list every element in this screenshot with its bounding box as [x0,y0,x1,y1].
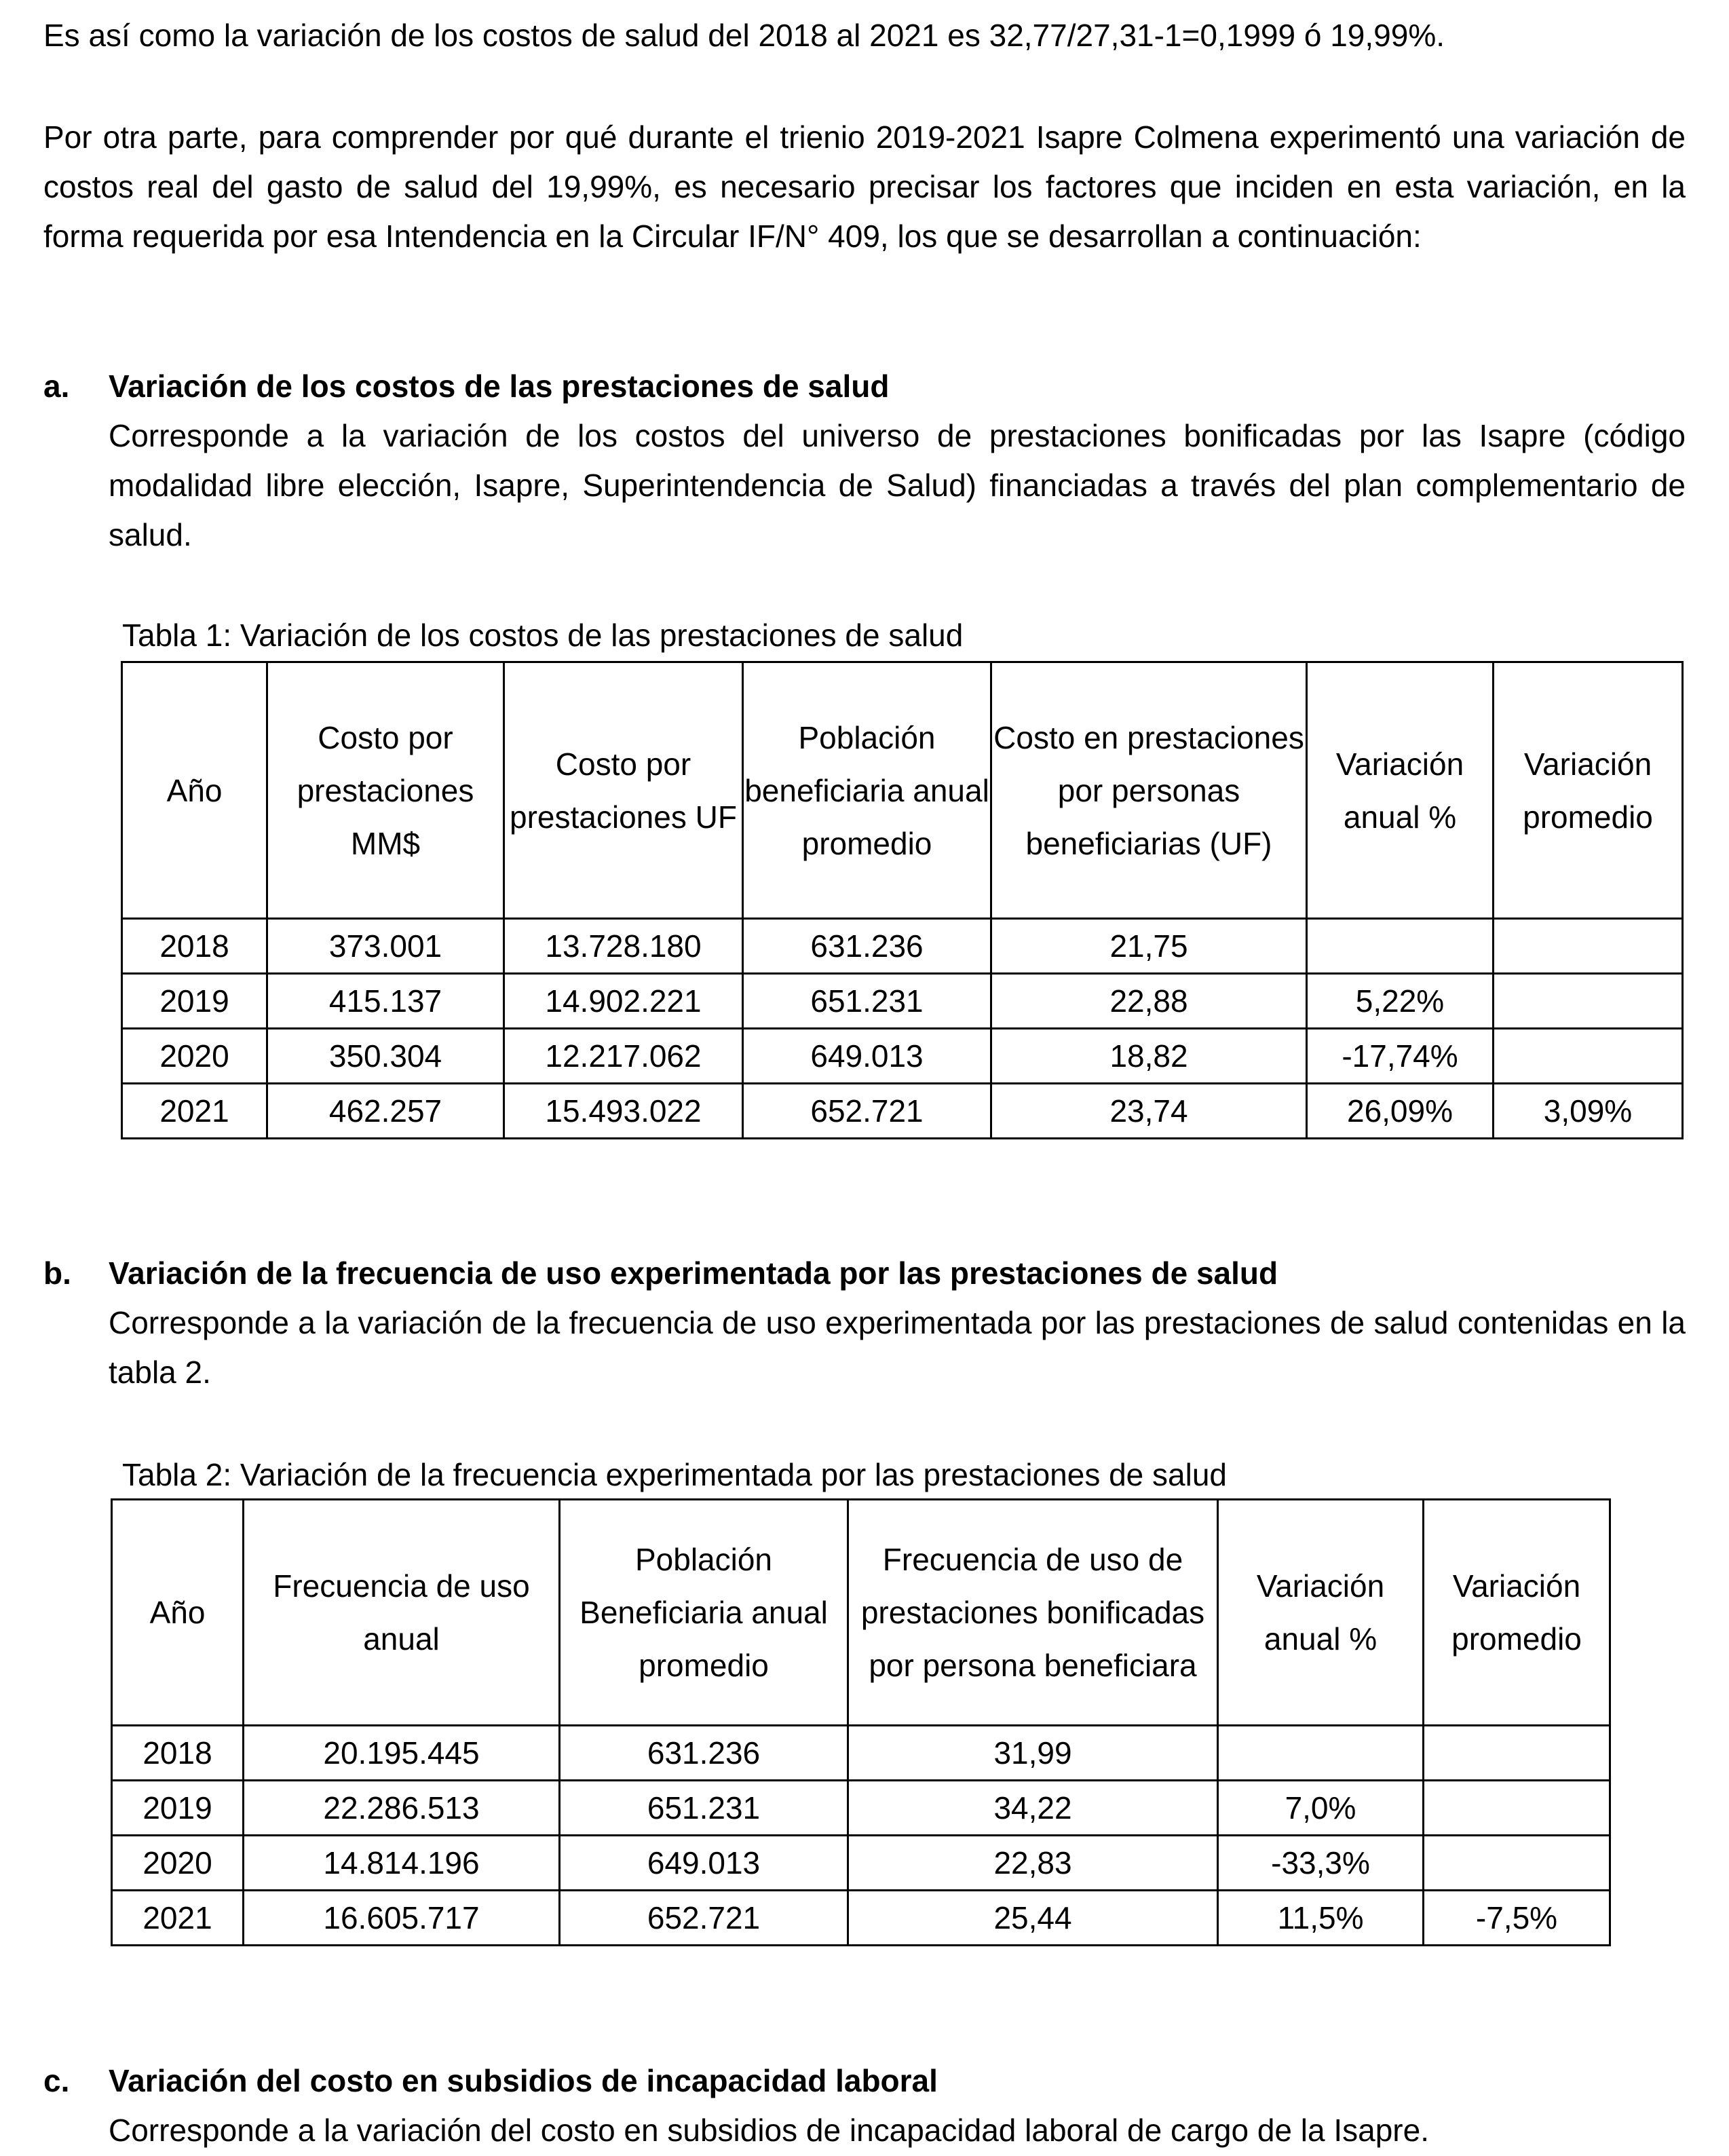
table-cell [1494,1029,1683,1084]
table1-header-cell: Año [122,662,267,919]
table-cell: 350.304 [267,1029,504,1084]
table-cell: 415.137 [267,974,504,1029]
table-cell: 651.231 [743,974,991,1029]
section-c-letter: c. [43,2063,70,2098]
section-b-letter: b. [43,1255,71,1291]
table-cell: 649.013 [743,1029,991,1084]
section-b-body: Corresponde a la variación de la frecuencia de uso experimentada por las prestaciones de salud contenidas en la tabla 2. [109,1305,1686,1390]
section-a-body: Corresponde a la variación de los costos del universo de prestaciones bonificadas por las Isapre (código modalidad libre elección, Isapre, Superintendencia de Salud) financiadas a través del plan complementario de salud. [109,418,1686,552]
table-cell: 631.236 [743,919,991,974]
intro-line: Es así como la variación de los costos de salud del 2018 al 2021 es 32,77/27,31-1=0,1999 ó 19,99%. [43,18,1445,53]
table-cell: 2020 [122,1029,267,1084]
table-cell: 2021 [122,1084,267,1139]
table2-header-cell: Año [112,1500,244,1726]
table-cell: 652.721 [560,1891,848,1946]
table-cell [1218,1726,1424,1781]
table1-header-cell: Costo en prestaciones por personas beneficiarias (UF) [991,662,1307,919]
table-cell: 26,09% [1307,1084,1494,1139]
table-row [122,974,1683,1029]
table-cell: 31,99 [848,1726,1218,1781]
table-row [122,919,1683,974]
table1-header-cell: Población beneficiaria anual promedio [743,662,991,919]
table-cell [1307,919,1494,974]
table-cell [1424,1781,1610,1836]
table-row [112,1891,1610,1946]
table-cell: 16.605.717 [244,1891,560,1946]
table-cell: 652.721 [743,1084,991,1139]
table2-header-cell: Frecuencia de uso anual [244,1500,560,1726]
table-cell: 2018 [122,919,267,974]
table-cell: 34,22 [848,1781,1218,1836]
table-cell: 11,5% [1218,1891,1424,1946]
section-a-letter: a. [43,368,70,404]
table-cell: 373.001 [267,919,504,974]
table-cell: 12.217.062 [504,1029,743,1084]
section-a-title: Variación de los costos de las prestaciones de salud [109,368,890,404]
table2-header-cell: Variación promedio [1424,1500,1610,1726]
table-cell: 20.195.445 [244,1726,560,1781]
table-cell: 462.257 [267,1084,504,1139]
section-c-heading [43,2056,1686,2106]
table2 [111,1498,1611,1946]
table-cell: 25,44 [848,1891,1218,1946]
table-cell: 23,74 [991,1084,1307,1139]
table-cell: 22,83 [848,1836,1218,1891]
table2-caption: Tabla 2: Variación de la frecuencia experimentada por las prestaciones de salud [122,1457,1228,1492]
table-row [112,1781,1610,1836]
table-cell: 13.728.180 [504,919,743,974]
table-cell: 649.013 [560,1836,848,1891]
table1-caption: Tabla 1: Variación de los costos de las prestaciones de salud [122,618,964,653]
table-cell: 14.814.196 [244,1836,560,1891]
section-b-title: Variación de la frecuencia de uso experimentada por las prestaciones de salud [109,1255,1278,1291]
table-cell: -7,5% [1424,1891,1610,1946]
table1-header-cell: Costo por prestaciones MM$ [267,662,504,919]
table-cell [1494,974,1683,1029]
table1 [121,661,1684,1139]
table-cell: 22,88 [991,974,1307,1029]
table1-header-cell: Costo por prestaciones UF [504,662,743,919]
table-cell: 651.231 [560,1781,848,1836]
table-row [122,1084,1683,1139]
table-cell: 3,09% [1494,1084,1683,1139]
table-cell: 631.236 [560,1726,848,1781]
table-cell: 15.493.022 [504,1084,743,1139]
section-c-body: Corresponde a la variación del costo en subsidios de incapacidad laboral de cargo de la Isapre. [109,2113,1429,2148]
table-cell [1424,1726,1610,1781]
section-c-title: Variación del costo en subsidios de incapacidad laboral [109,2063,938,2098]
table-cell: 2020 [112,1836,244,1891]
table-row [122,1029,1683,1084]
table-cell: 22.286.513 [244,1781,560,1836]
table-cell: -17,74% [1307,1029,1494,1084]
table-cell: 2018 [112,1726,244,1781]
table1-header-cell: Variación promedio [1494,662,1683,919]
table-cell [1494,919,1683,974]
table-cell: -33,3% [1218,1836,1424,1891]
table-cell: 21,75 [991,919,1307,974]
table-cell: 2019 [122,974,267,1029]
table2-header-cell: Variación anual % [1218,1500,1424,1726]
table2-header-cell: Frecuencia de uso de prestaciones bonificadas por persona beneficiara [848,1500,1218,1726]
intro-paragraph: Por otra parte, para comprender por qué durante el trienio 2019-2021 Isapre Colmena experimentó una variación de costos real del gasto de salud del 19,99%, es necesario precisar los factores que inciden en esta variación, en la forma requerida por esa Intendencia en la Circular IF/N° 409, los que se desarrollan a continuación: [43,119,1686,254]
table-cell: 2019 [112,1781,244,1836]
table-cell: 7,0% [1218,1781,1424,1836]
table1-header-row [122,662,1683,919]
table-cell: 14.902.221 [504,974,743,1029]
table2-header-cell: Población Beneficiaria anual promedio [560,1500,848,1726]
table-cell: 18,82 [991,1029,1307,1084]
section-a-heading [43,362,1686,411]
table-row [112,1836,1610,1891]
section-b-heading [43,1249,1686,1298]
table-cell [1424,1836,1610,1891]
table-row [112,1726,1610,1781]
table2-header-row [112,1500,1610,1726]
table-cell: 2021 [112,1891,244,1946]
table1-header-cell: Variación anual % [1307,662,1494,919]
table-cell: 5,22% [1307,974,1494,1029]
